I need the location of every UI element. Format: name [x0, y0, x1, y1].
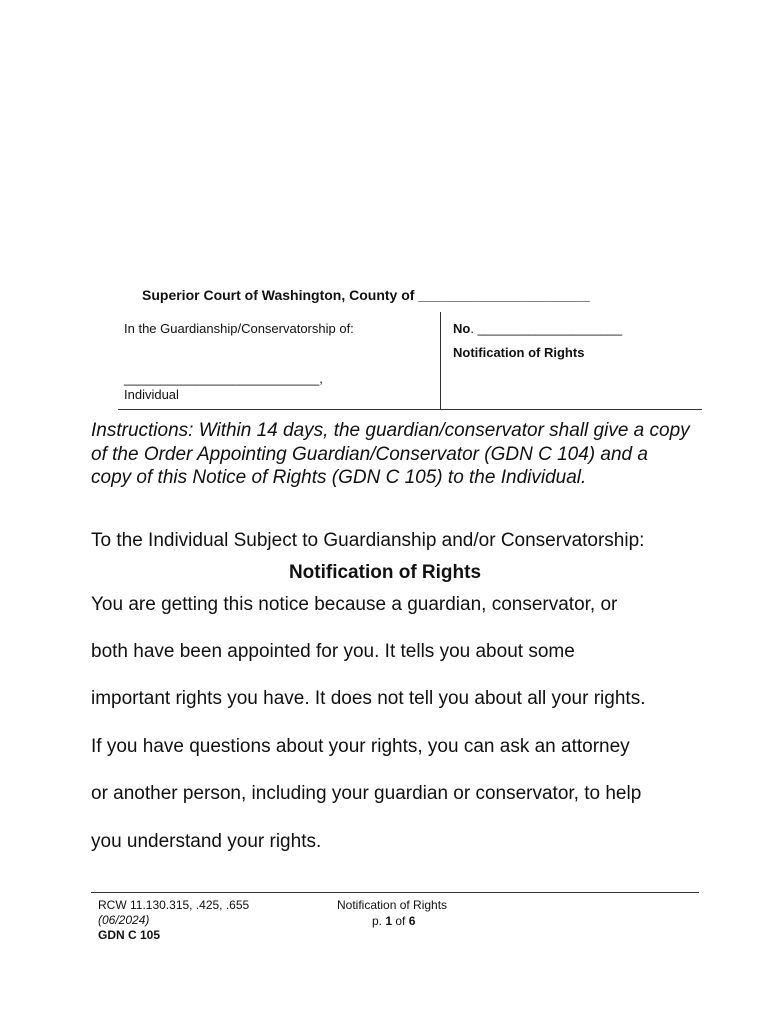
notice-heading: Notification of Rights — [288, 562, 482, 583]
footer-revision-date: (06/2024) — [98, 913, 150, 927]
body-line: both have been appointed for you. It tells you about some — [91, 641, 575, 662]
body-line: If you have questions about your rights, you can ask an attorney — [91, 736, 630, 757]
page-prefix: p. — [372, 914, 386, 928]
footer-divider — [91, 892, 699, 893]
individual-label: Individual — [124, 387, 179, 402]
body-line: You are getting this notice because a guardian, conservator, or — [91, 594, 618, 615]
footer-statute: RCW 11.130.315, .425, .655 — [98, 898, 250, 912]
page-current: 1 — [385, 914, 393, 928]
body-line: you understand your rights. — [91, 831, 322, 852]
addressee-line: To the Individual Subject to Guardianship and/or Conservatorship: — [91, 530, 645, 551]
caption-divider-vertical — [440, 312, 441, 410]
matter-label: In the Guardianship/Conservatorship of: — [124, 321, 354, 336]
footer-page-number — [372, 914, 415, 928]
page-total: 6 — [408, 914, 416, 928]
footer-form-title: Notification of Rights — [337, 898, 448, 912]
body-line: important rights you have. It does not tell you about all your rights. — [91, 688, 646, 709]
case-number-field — [453, 321, 622, 336]
body-line: or another person, including your guardian or conservator, to help — [91, 783, 642, 804]
individual-name-blank: ___________________________, — [124, 371, 323, 386]
caption-divider-horizontal — [118, 409, 702, 410]
court-header: Superior Court of Washington, County of ______________________ — [142, 287, 590, 303]
footer-form-code: GDN C 105 — [98, 928, 161, 942]
case-number-blank: . ____________________ — [470, 321, 623, 336]
caption-form-title: Notification of Rights — [453, 345, 585, 360]
case-number-label: No — [453, 321, 471, 336]
page-of: of — [392, 914, 409, 928]
instructions-text: Instructions: Within 14 days, the guardian/conservator shall give a copy of the Order Appointing Guardian/Conservator (GDN C 104) and a copy of this Notice of Rights (GDN C 105) to the Individual. — [91, 420, 690, 488]
